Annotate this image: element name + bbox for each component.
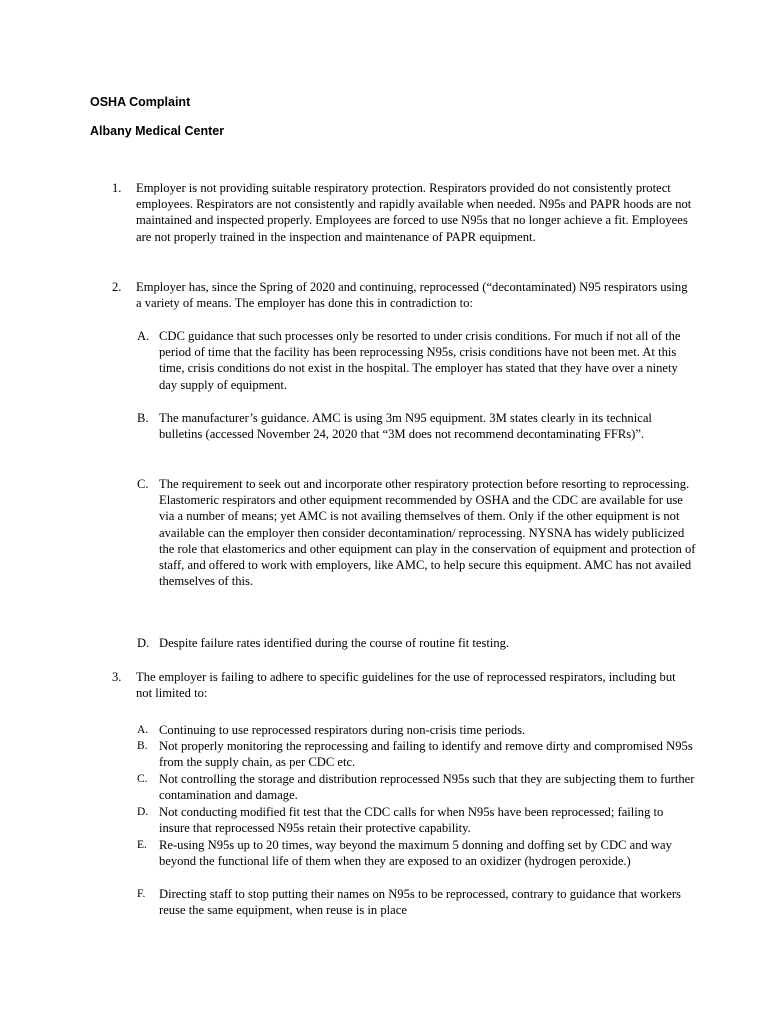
item-number: 1. (112, 181, 122, 195)
document-subtitle: Albany Medical Center (90, 124, 225, 138)
subitem-text: Directing staff to stop putting their names on N95s to be reprocessed, contrary to guidance that workers reuse the same equipment, when reuse is in place (159, 887, 681, 918)
subitem-text: Continuing to use reprocessed respirators during non-crisis time periods. (159, 723, 526, 737)
subitem-letter: F. (137, 888, 146, 900)
subitem-text: Re-using N95s up to 20 times, way beyond the maximum 5 donning and doffing set by CDC and way beyond the functional life of them when they are exposed to an oxidizer (hydrogen peroxide.) (159, 838, 672, 869)
item-text: Employer is not providing suitable respiratory protection. Respirators provided do not consistently protect employees. Respirators are not consistently and rapidly available when needed. N95s and PAPR hoods are not maintained and inspected properly. Employees are forced to use N95s that no longer achieve a fit. Employees are not properly trained in the inspection and maintenance of PAPR equipment. (136, 181, 692, 244)
subitem-text: The manufacturer’s guidance. AMC is using 3m N95 equipment. 3M states clearly in its technical bulletins (accessed November 24, 2020 that “3M does not recommend decontaminating FFRs)”. (159, 411, 652, 442)
document-title: OSHA Complaint (90, 95, 191, 109)
subitem-letter: E. (137, 839, 147, 851)
item-number: 3. (112, 670, 122, 684)
subitem-text: Not controlling the storage and distribution reprocessed N95s such that they are subjecting them to further contamination and damage. (159, 772, 695, 803)
subitem-letter: C. (137, 773, 148, 785)
subitem-letter: A. (137, 724, 149, 736)
subitem-letter: D. (137, 806, 149, 818)
subitem-letter: A. (137, 329, 150, 343)
item-text: Employer has, since the Spring of 2020 and continuing, reprocessed (“decontaminated) N95 respirators using a variety of means. The employer has done this in contradiction to: (136, 280, 688, 311)
subitem-letter: B. (137, 740, 148, 752)
item-number: 2. (112, 280, 122, 294)
subitem-text: Not properly monitoring the reprocessing and failing to identify and remove dirty and compromised N95s from the supply chain, as per CDC etc. (159, 739, 693, 770)
subitem-letter: D. (137, 636, 150, 650)
subitem-text: The requirement to seek out and incorporate other respiratory protection before resorting to reprocessing. Elastomeric respirators and other equipment recommended by OSHA and the CDC are available for use via a number of means; yet AMC is not availing themselves of them. Only if the other equipment is not available can the employer then consider decontamination/ reprocessing. NYSNA has widely publicized the role that elastomerics and other equipment can play in the conservation of equipment and protection of staff, and offered to work with employers, like AMC, to help secure this equipment. AMC has not availed themselves of this. (159, 477, 696, 589)
item-text: The employer is failing to adhere to specific guidelines for the use of reprocessed respirators, including but not limited to: (136, 670, 676, 701)
subitem-text: CDC guidance that such processes only be resorted to under crisis conditions. For much if not all of the period of time that the facility has been reprocessing N95s, crisis conditions have not been met. At this time, crisis conditions do not exist in the hospital. The employer has stated that they have over a ninety day supply of equipment. (159, 329, 681, 392)
subitem-text: Despite failure rates identified during the course of routine fit testing. (159, 636, 510, 650)
subitem-letter: C. (137, 477, 149, 491)
subitem-letter: B. (137, 411, 149, 425)
subitem-text: Not conducting modified fit test that the CDC calls for when N95s have been reprocessed; failing to insure that reprocessed N95s retain their protective capability. (159, 805, 664, 836)
